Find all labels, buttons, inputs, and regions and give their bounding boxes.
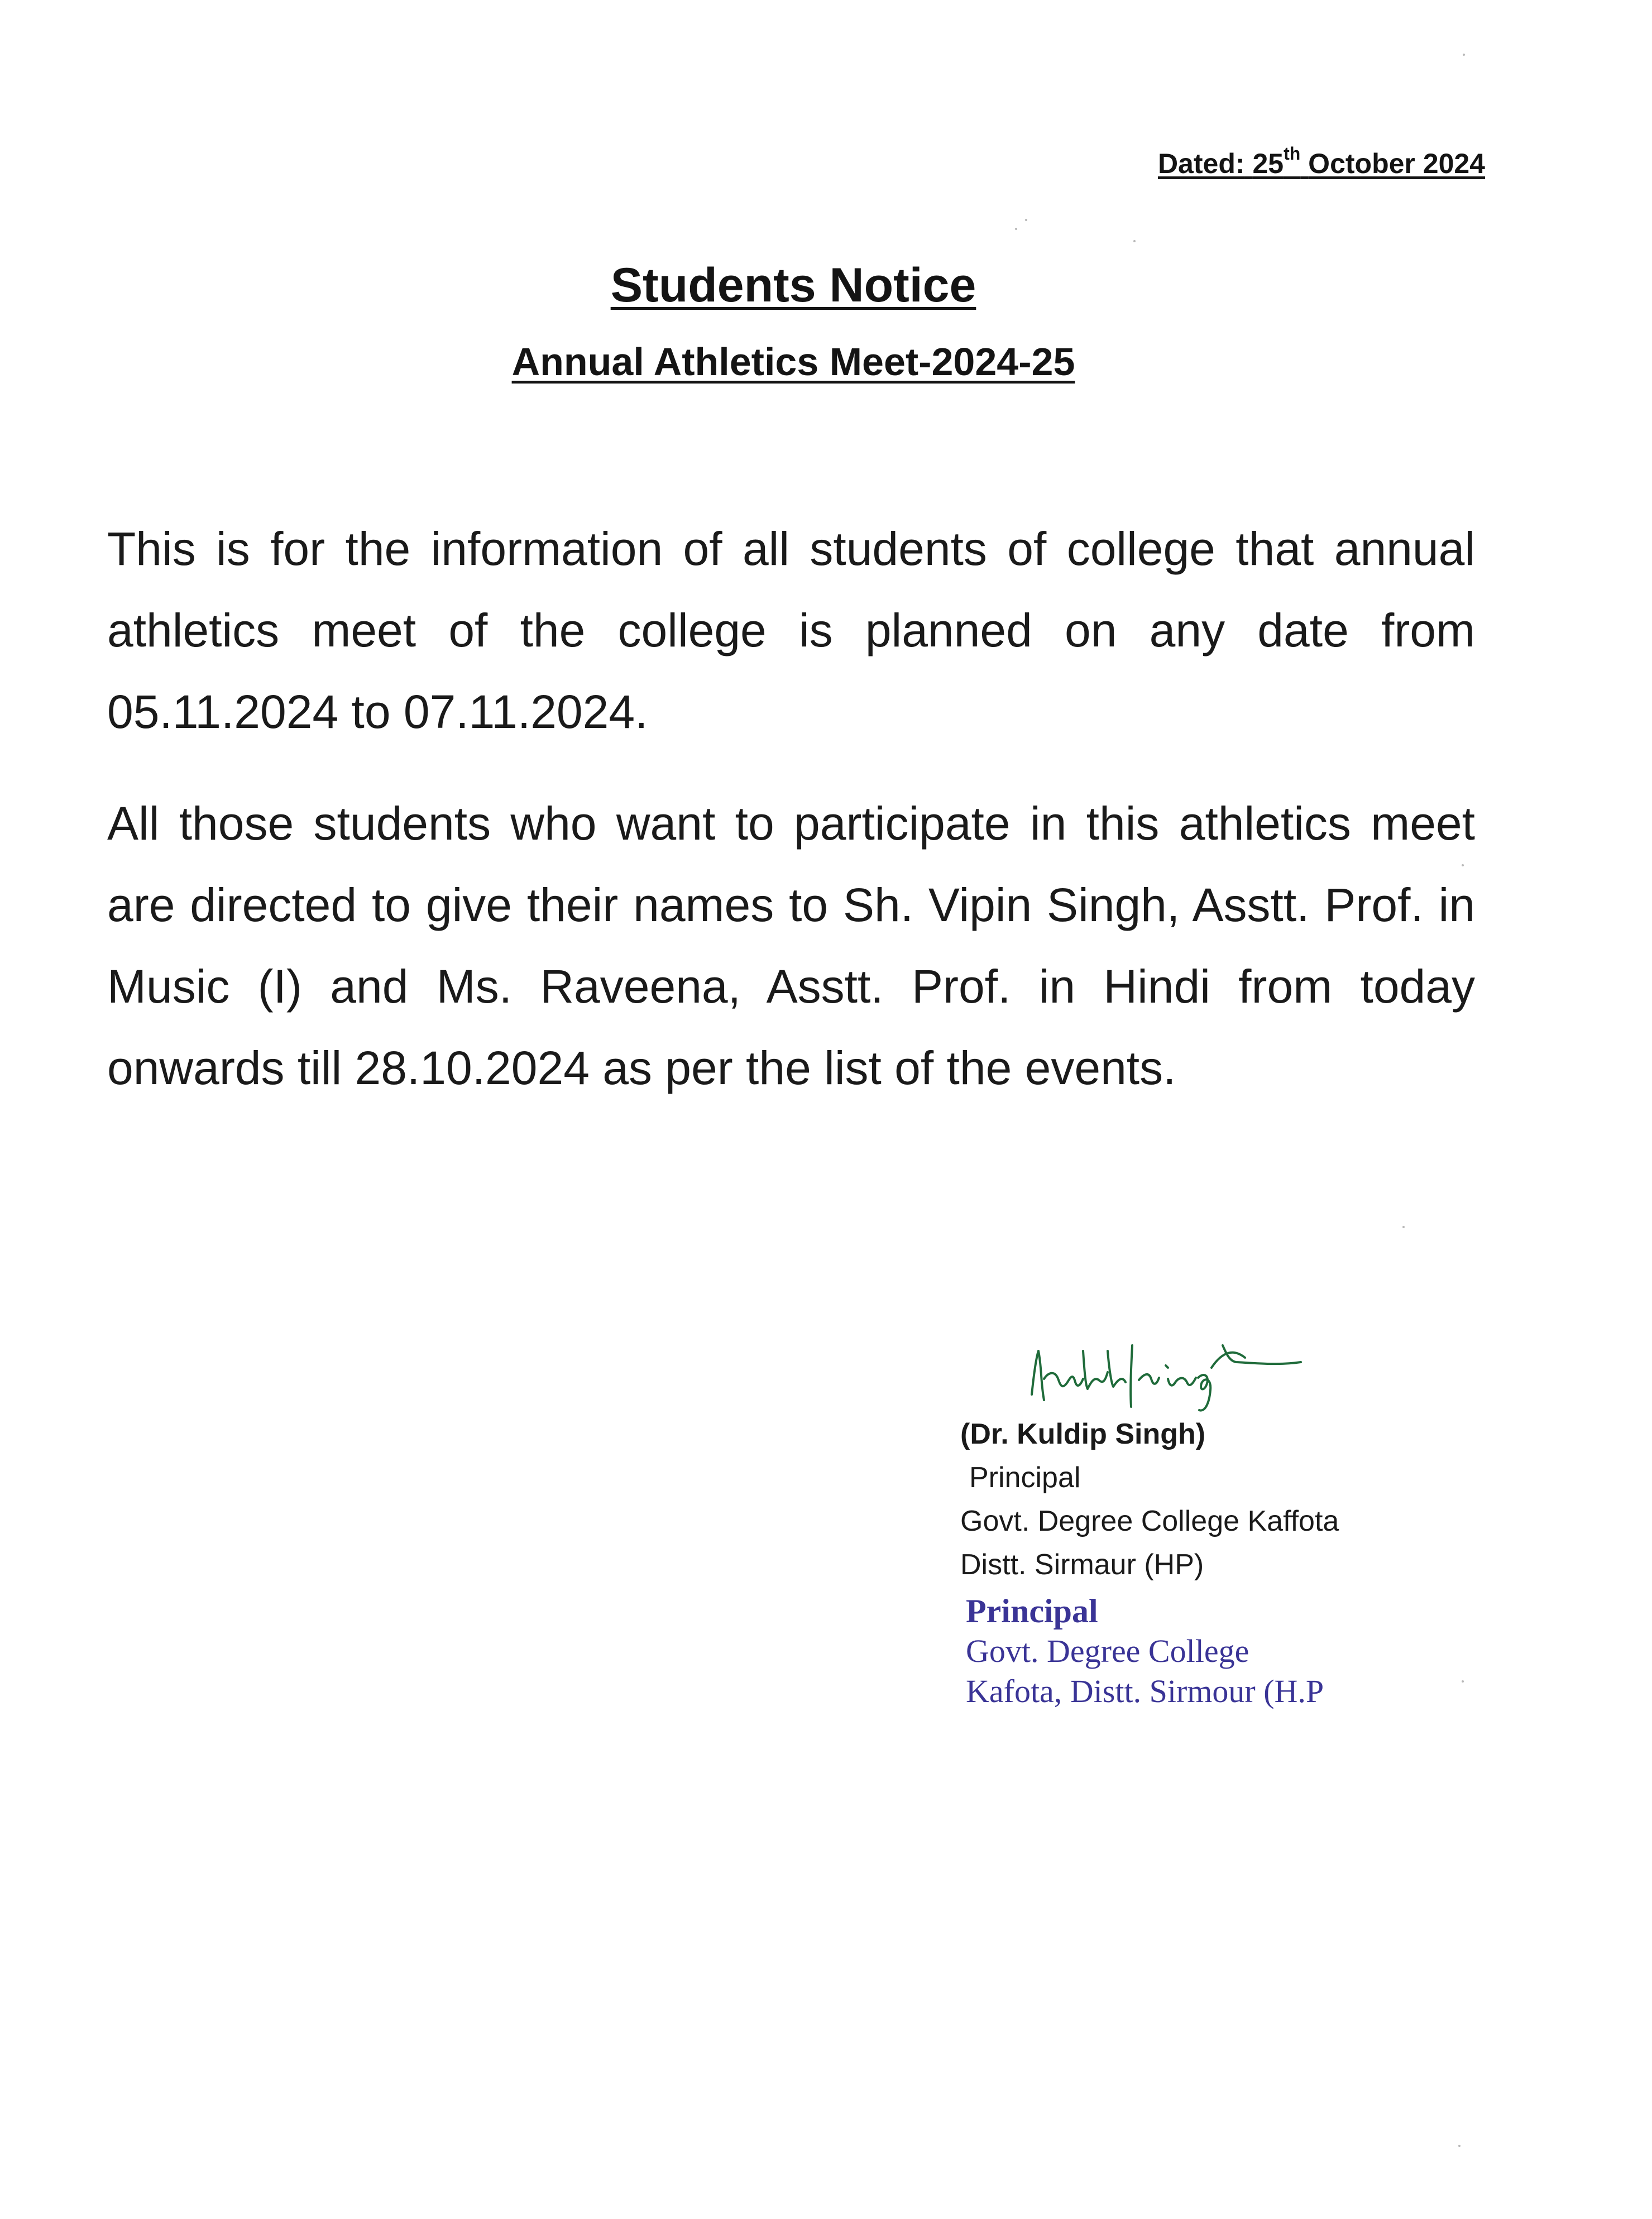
official-stamp (966, 1591, 1324, 1712)
scan-speck (1025, 219, 1027, 221)
stamp-line-2: Govt. Degree College (966, 1633, 1249, 1669)
notice-subtitle: Annual Athletics Meet-2024-25 (511, 340, 1075, 384)
notice-title: Students Notice (610, 258, 976, 312)
date-month-year: October 2024 (1308, 148, 1485, 179)
signatory-designation: Principal (969, 1461, 1081, 1494)
notice-paragraph-1: This is for the information of all students of college that annual athletics meet of the college is planned on any date from 05.11.2024 to 07.11.2024. (107, 523, 1475, 738)
date-label: Dated: (1157, 148, 1245, 179)
signatory-name: (Dr. Kuldip Singh) (960, 1418, 1206, 1450)
date-suffix: th (1284, 143, 1301, 164)
scan-speck (1133, 240, 1136, 242)
scan-speck (1402, 1226, 1405, 1228)
signatory-block (960, 1412, 1339, 1587)
date-day: 25 (1252, 148, 1284, 179)
stamp-line-3: Kafota, Distt. Sirmour (H.P (966, 1673, 1324, 1709)
notice-paragraph-2: All those students who want to participate in this athletics meet are directed to give their names to Sh. Vipin Singh, Asstt. Prof. in Music (I) and Ms. Raveena, Asstt. Prof. in Hindi from today onwards till 28.10.2024 as per the list of the events. (107, 797, 1475, 1094)
scan-speck (1458, 2145, 1461, 2147)
scan-speck (1015, 228, 1017, 230)
scan-speck (1463, 54, 1465, 56)
date-line (1094, 143, 1485, 180)
signatory-institution: Govt. Degree College Kaffota (960, 1505, 1339, 1537)
signatory-district: Distt. Sirmaur (HP) (960, 1549, 1204, 1581)
handwritten-signature (1022, 1329, 1312, 1418)
stamp-line-1: Principal (966, 1593, 1098, 1629)
scan-speck (1462, 864, 1464, 866)
scan-speck (1462, 1680, 1464, 1683)
